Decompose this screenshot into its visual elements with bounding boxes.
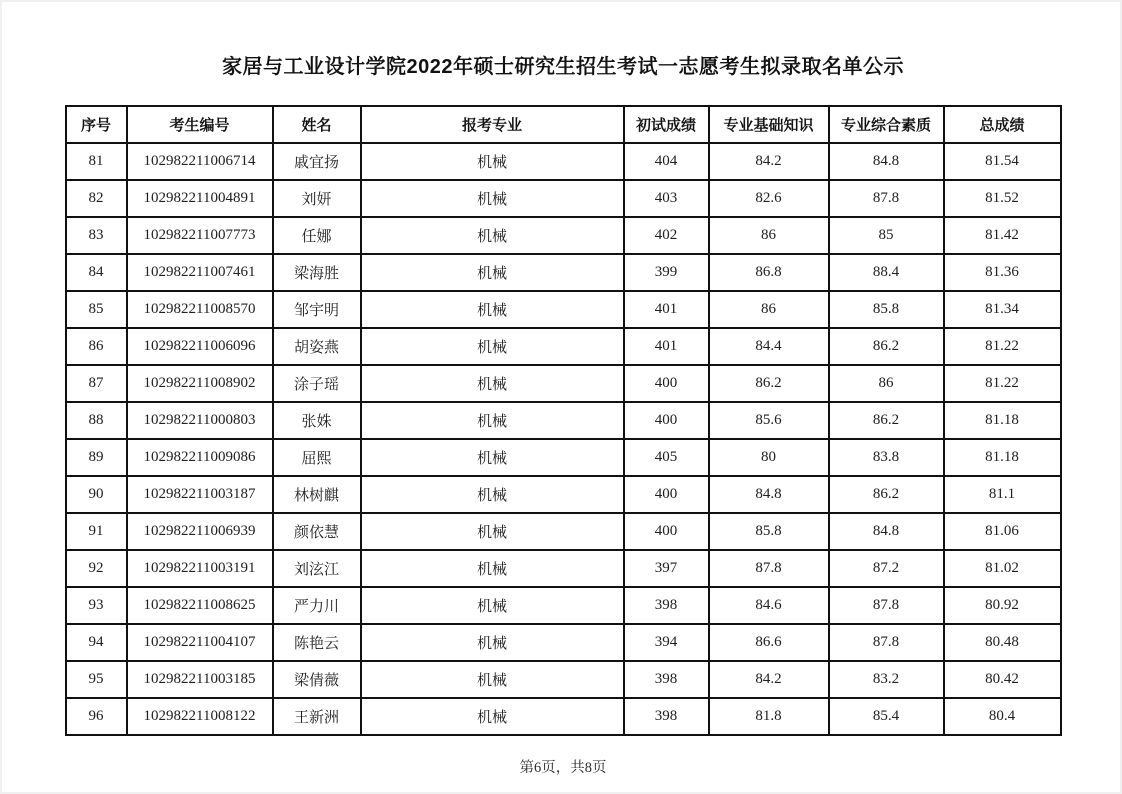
cell-total-score: 81.34 bbox=[944, 291, 1061, 328]
cell-major: 机械 bbox=[361, 402, 624, 439]
cell-candidate-id: 102982211009086 bbox=[127, 439, 273, 476]
cell-candidate-id: 102982211008625 bbox=[127, 587, 273, 624]
cell-index: 87 bbox=[66, 365, 127, 402]
cell-name: 梁海胜 bbox=[273, 254, 361, 291]
cell-name: 戚宜扬 bbox=[273, 143, 361, 180]
table-row bbox=[66, 328, 1061, 365]
table-row bbox=[66, 365, 1061, 402]
cell-basic-knowledge: 86.6 bbox=[709, 624, 829, 661]
page-number-text: 第6页，共8页 bbox=[519, 760, 607, 776]
cell-comprehensive-quality: 84.8 bbox=[829, 513, 944, 550]
cell-comprehensive-quality: 85.8 bbox=[829, 291, 944, 328]
cell-index: 89 bbox=[66, 439, 127, 476]
cell-basic-knowledge: 80 bbox=[709, 439, 829, 476]
cell-name: 张姝 bbox=[273, 402, 361, 439]
cell-total-score: 80.48 bbox=[944, 624, 1061, 661]
cell-name: 刘泫江 bbox=[273, 550, 361, 587]
table-row bbox=[66, 217, 1061, 254]
cell-initial-score: 400 bbox=[624, 402, 709, 439]
cell-major: 机械 bbox=[361, 587, 624, 624]
table-row bbox=[66, 513, 1061, 550]
table-body bbox=[66, 143, 1061, 735]
cell-comprehensive-quality: 86 bbox=[829, 365, 944, 402]
table-row bbox=[66, 291, 1061, 328]
cell-initial-score: 398 bbox=[624, 661, 709, 698]
cell-comprehensive-quality: 87.8 bbox=[829, 624, 944, 661]
cell-candidate-id: 102982211000803 bbox=[127, 402, 273, 439]
table-row bbox=[66, 439, 1061, 476]
cell-comprehensive-quality: 83.2 bbox=[829, 661, 944, 698]
cell-basic-knowledge: 86.8 bbox=[709, 254, 829, 291]
cell-index: 91 bbox=[66, 513, 127, 550]
cell-total-score: 80.42 bbox=[944, 661, 1061, 698]
cell-initial-score: 398 bbox=[624, 698, 709, 735]
cell-total-score: 81.42 bbox=[944, 217, 1061, 254]
cell-index: 88 bbox=[66, 402, 127, 439]
table-row bbox=[66, 550, 1061, 587]
cell-initial-score: 397 bbox=[624, 550, 709, 587]
cell-name: 颜依慧 bbox=[273, 513, 361, 550]
page-title: 家居与工业设计学院2022年硕士研究生招生考试一志愿考生拟录取名单公示 bbox=[222, 56, 904, 78]
cell-index: 81 bbox=[66, 143, 127, 180]
cell-candidate-id: 102982211004107 bbox=[127, 624, 273, 661]
cell-initial-score: 400 bbox=[624, 476, 709, 513]
cell-candidate-id: 102982211007773 bbox=[127, 217, 273, 254]
cell-name: 涂子瑶 bbox=[273, 365, 361, 402]
cell-index: 92 bbox=[66, 550, 127, 587]
cell-major: 机械 bbox=[361, 217, 624, 254]
cell-name: 屈熙 bbox=[273, 439, 361, 476]
cell-index: 83 bbox=[66, 217, 127, 254]
cell-total-score: 80.92 bbox=[944, 587, 1061, 624]
document-page bbox=[2, 2, 1122, 792]
cell-basic-knowledge: 84.4 bbox=[709, 328, 829, 365]
cell-major: 机械 bbox=[361, 328, 624, 365]
cell-total-score: 81.54 bbox=[944, 143, 1061, 180]
cell-comprehensive-quality: 83.8 bbox=[829, 439, 944, 476]
cell-basic-knowledge: 85.8 bbox=[709, 513, 829, 550]
cell-comprehensive-quality: 86.2 bbox=[829, 476, 944, 513]
cell-comprehensive-quality: 86.2 bbox=[829, 328, 944, 365]
cell-index: 84 bbox=[66, 254, 127, 291]
cell-total-score: 81.36 bbox=[944, 254, 1061, 291]
cell-major: 机械 bbox=[361, 550, 624, 587]
cell-comprehensive-quality: 88.4 bbox=[829, 254, 944, 291]
cell-index: 82 bbox=[66, 180, 127, 217]
header-comprehensive-quality: 专业综合素质 bbox=[829, 106, 944, 143]
table-row bbox=[66, 587, 1061, 624]
table-row bbox=[66, 698, 1061, 735]
table-row bbox=[66, 254, 1061, 291]
cell-comprehensive-quality: 87.8 bbox=[829, 180, 944, 217]
cell-major: 机械 bbox=[361, 624, 624, 661]
cell-basic-knowledge: 86 bbox=[709, 217, 829, 254]
cell-major: 机械 bbox=[361, 180, 624, 217]
cell-initial-score: 400 bbox=[624, 513, 709, 550]
cell-total-score: 81.52 bbox=[944, 180, 1061, 217]
cell-basic-knowledge: 87.8 bbox=[709, 550, 829, 587]
cell-major: 机械 bbox=[361, 143, 624, 180]
cell-comprehensive-quality: 84.8 bbox=[829, 143, 944, 180]
cell-candidate-id: 102982211004891 bbox=[127, 180, 273, 217]
cell-name: 胡姿燕 bbox=[273, 328, 361, 365]
cell-comprehensive-quality: 86.2 bbox=[829, 402, 944, 439]
cell-candidate-id: 102982211003187 bbox=[127, 476, 273, 513]
header-total-score: 总成绩 bbox=[944, 106, 1061, 143]
cell-basic-knowledge: 86.2 bbox=[709, 365, 829, 402]
table-row bbox=[66, 143, 1061, 180]
cell-basic-knowledge: 84.2 bbox=[709, 661, 829, 698]
cell-candidate-id: 102982211006714 bbox=[127, 143, 273, 180]
cell-basic-knowledge: 85.6 bbox=[709, 402, 829, 439]
cell-total-score: 81.02 bbox=[944, 550, 1061, 587]
admission-table bbox=[65, 105, 1062, 736]
cell-comprehensive-quality: 87.2 bbox=[829, 550, 944, 587]
cell-total-score: 81.18 bbox=[944, 402, 1061, 439]
cell-comprehensive-quality: 85.4 bbox=[829, 698, 944, 735]
header-index: 序号 bbox=[66, 106, 127, 143]
cell-index: 96 bbox=[66, 698, 127, 735]
cell-candidate-id: 102982211003185 bbox=[127, 661, 273, 698]
cell-major: 机械 bbox=[361, 698, 624, 735]
cell-index: 93 bbox=[66, 587, 127, 624]
header-candidate-id: 考生编号 bbox=[127, 106, 273, 143]
cell-basic-knowledge: 84.6 bbox=[709, 587, 829, 624]
header-initial-score: 初试成绩 bbox=[624, 106, 709, 143]
cell-name: 王新洲 bbox=[273, 698, 361, 735]
cell-total-score: 81.06 bbox=[944, 513, 1061, 550]
cell-initial-score: 398 bbox=[624, 587, 709, 624]
cell-name: 陈艳云 bbox=[273, 624, 361, 661]
cell-candidate-id: 102982211008122 bbox=[127, 698, 273, 735]
cell-candidate-id: 102982211008570 bbox=[127, 291, 273, 328]
cell-basic-knowledge: 81.8 bbox=[709, 698, 829, 735]
cell-index: 94 bbox=[66, 624, 127, 661]
cell-major: 机械 bbox=[361, 291, 624, 328]
cell-major: 机械 bbox=[361, 513, 624, 550]
cell-initial-score: 404 bbox=[624, 143, 709, 180]
cell-candidate-id: 102982211006096 bbox=[127, 328, 273, 365]
cell-comprehensive-quality: 87.8 bbox=[829, 587, 944, 624]
cell-initial-score: 399 bbox=[624, 254, 709, 291]
cell-index: 85 bbox=[66, 291, 127, 328]
table-row bbox=[66, 476, 1061, 513]
cell-index: 90 bbox=[66, 476, 127, 513]
cell-basic-knowledge: 82.6 bbox=[709, 180, 829, 217]
table-row bbox=[66, 180, 1061, 217]
cell-name: 邹宇明 bbox=[273, 291, 361, 328]
header-basic-knowledge: 专业基础知识 bbox=[709, 106, 829, 143]
cell-basic-knowledge: 86 bbox=[709, 291, 829, 328]
cell-total-score: 81.18 bbox=[944, 439, 1061, 476]
cell-index: 95 bbox=[66, 661, 127, 698]
cell-total-score: 81.1 bbox=[944, 476, 1061, 513]
table-header-row bbox=[66, 106, 1061, 143]
table-row bbox=[66, 661, 1061, 698]
cell-initial-score: 401 bbox=[624, 291, 709, 328]
cell-total-score: 80.4 bbox=[944, 698, 1061, 735]
cell-total-score: 81.22 bbox=[944, 365, 1061, 402]
cell-initial-score: 400 bbox=[624, 365, 709, 402]
cell-name: 林树麒 bbox=[273, 476, 361, 513]
cell-index: 86 bbox=[66, 328, 127, 365]
cell-comprehensive-quality: 85 bbox=[829, 217, 944, 254]
cell-name: 刘妍 bbox=[273, 180, 361, 217]
cell-basic-knowledge: 84.8 bbox=[709, 476, 829, 513]
cell-major: 机械 bbox=[361, 661, 624, 698]
cell-name: 梁倩薇 bbox=[273, 661, 361, 698]
header-major: 报考专业 bbox=[361, 106, 624, 143]
cell-name: 任娜 bbox=[273, 217, 361, 254]
cell-major: 机械 bbox=[361, 476, 624, 513]
cell-candidate-id: 102982211003191 bbox=[127, 550, 273, 587]
cell-name: 严力川 bbox=[273, 587, 361, 624]
cell-initial-score: 402 bbox=[624, 217, 709, 254]
cell-major: 机械 bbox=[361, 254, 624, 291]
cell-candidate-id: 102982211006939 bbox=[127, 513, 273, 550]
table-row bbox=[66, 402, 1061, 439]
cell-candidate-id: 102982211008902 bbox=[127, 365, 273, 402]
table-row bbox=[66, 624, 1061, 661]
header-name: 姓名 bbox=[273, 106, 361, 143]
cell-candidate-id: 102982211007461 bbox=[127, 254, 273, 291]
cell-basic-knowledge: 84.2 bbox=[709, 143, 829, 180]
cell-initial-score: 403 bbox=[624, 180, 709, 217]
cell-initial-score: 401 bbox=[624, 328, 709, 365]
cell-initial-score: 394 bbox=[624, 624, 709, 661]
cell-initial-score: 405 bbox=[624, 439, 709, 476]
cell-total-score: 81.22 bbox=[944, 328, 1061, 365]
cell-major: 机械 bbox=[361, 439, 624, 476]
cell-major: 机械 bbox=[361, 365, 624, 402]
